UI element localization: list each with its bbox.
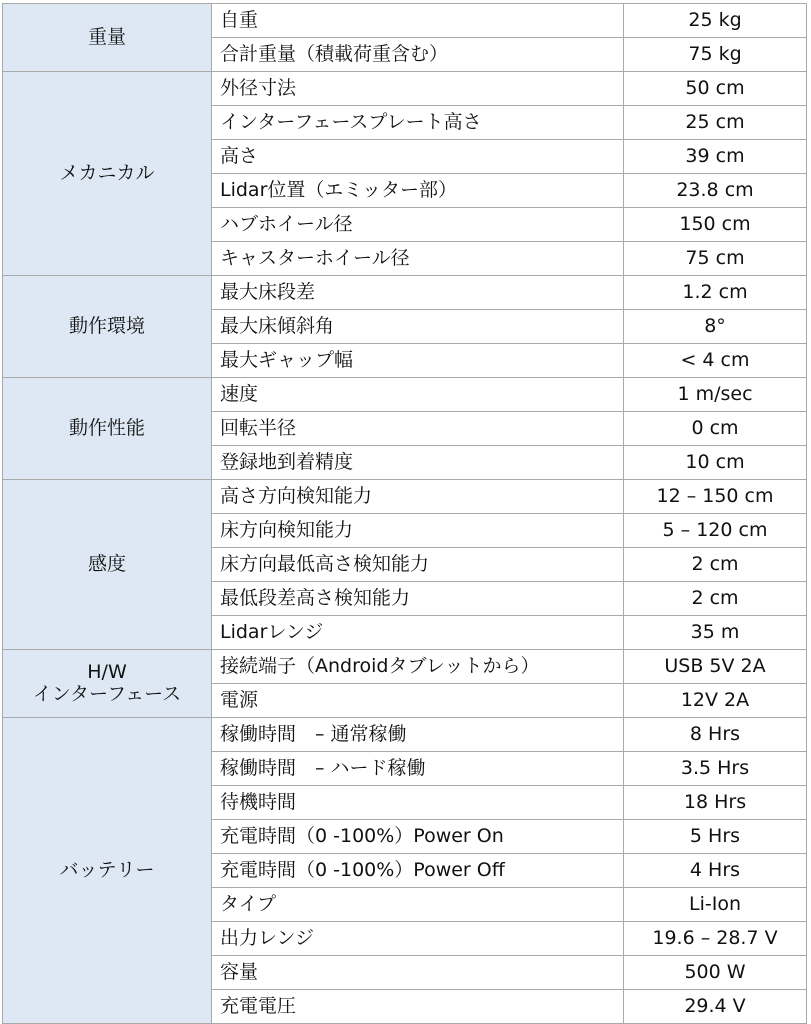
table-row: [3, 480, 807, 514]
spec-item-cell: 電源: [212, 684, 624, 718]
spec-value-cell: 12 – 150 cm: [624, 480, 807, 514]
spec-value-cell: 35 m: [624, 616, 807, 650]
spec-item-cell: Lidarレンジ: [212, 616, 624, 650]
spec-item-cell: 稼働時間 – 通常稼働: [212, 718, 624, 752]
table-row: [3, 4, 807, 38]
spec-value-cell: 50 cm: [624, 72, 807, 106]
spec-item-cell: インターフェースプレート高さ: [212, 106, 624, 140]
table-row: [3, 276, 807, 310]
category-label: バッテリー: [59, 858, 155, 881]
spec-value-cell: 8°: [624, 310, 807, 344]
spec-value-cell: 5 Hrs: [624, 820, 807, 854]
spec-item-cell: 合計重量（積載荷重含む）: [212, 38, 624, 72]
table-row: [3, 378, 807, 412]
spec-item-cell: 登録地到着精度: [212, 446, 624, 480]
spec-table: [2, 3, 807, 1024]
category-label: H/W: [87, 660, 127, 683]
spec-item-cell: ハブホイール径: [212, 208, 624, 242]
spec-item-cell: 充電時間（0 -100%）Power On: [212, 820, 624, 854]
spec-item-cell: 最大床段差: [212, 276, 624, 310]
spec-item-cell: 出力レンジ: [212, 922, 624, 956]
spec-item-cell: 高さ: [212, 140, 624, 174]
spec-value-cell: 1 m/sec: [624, 378, 807, 412]
spec-item-cell: 待機時間: [212, 786, 624, 820]
spec-value-cell: 3.5 Hrs: [624, 752, 807, 786]
spec-value-cell: 8 Hrs: [624, 718, 807, 752]
spec-item-cell: キャスターホイール径: [212, 242, 624, 276]
spec-item-cell: 充電時間（0 -100%）Power Off: [212, 854, 624, 888]
spec-value-cell: 29.4 V: [624, 990, 807, 1024]
category-cell: [3, 4, 212, 72]
spec-item-cell: タイプ: [212, 888, 624, 922]
spec-value-cell: 2 cm: [624, 548, 807, 582]
spec-value-cell: Li-Ion: [624, 888, 807, 922]
category-label: 感度: [87, 552, 126, 575]
spec-value-cell: 23.8 cm: [624, 174, 807, 208]
spec-value-cell: 25 cm: [624, 106, 807, 140]
category-cell: [3, 480, 212, 650]
spec-item-cell: 接続端子（Androidタブレットから）: [212, 650, 624, 684]
spec-value-cell: < 4 cm: [624, 344, 807, 378]
spec-item-cell: 床方向最低高さ検知能力: [212, 548, 624, 582]
category-cell: [3, 72, 212, 276]
spec-value-cell: 18 Hrs: [624, 786, 807, 820]
spec-item-cell: 充電電圧: [212, 990, 624, 1024]
spec-item-cell: 最大ギャップ幅: [212, 344, 624, 378]
spec-value-cell: 2 cm: [624, 582, 807, 616]
spec-value-cell: 5 – 120 cm: [624, 514, 807, 548]
spec-value-cell: 75 kg: [624, 38, 807, 72]
spec-item-cell: 容量: [212, 956, 624, 990]
category-cell: [3, 378, 212, 480]
spec-value-cell: 10 cm: [624, 446, 807, 480]
spec-value-cell: 1.2 cm: [624, 276, 807, 310]
spec-value-cell: 0 cm: [624, 412, 807, 446]
spec-item-cell: 外径寸法: [212, 72, 624, 106]
category-label: メカニカル: [59, 161, 155, 184]
spec-value-cell: 19.6 – 28.7 V: [624, 922, 807, 956]
category-cell: [3, 276, 212, 378]
spec-item-cell: 回転半径: [212, 412, 624, 446]
spec-value-cell: 12V 2A: [624, 684, 807, 718]
category-label: 動作環境: [68, 314, 145, 337]
spec-value-cell: 39 cm: [624, 140, 807, 174]
spec-item-cell: 自重: [212, 4, 624, 38]
category-label: インターフェース: [32, 682, 182, 705]
category-label: 重量: [87, 25, 126, 48]
spec-value-cell: 25 kg: [624, 4, 807, 38]
spec-value-cell: USB 5V 2A: [624, 650, 807, 684]
spec-item-cell: Lidar位置（エミッター部）: [212, 174, 624, 208]
spec-value-cell: 500 W: [624, 956, 807, 990]
spec-value-cell: 4 Hrs: [624, 854, 807, 888]
spec-item-cell: 稼働時間 – ハード稼働: [212, 752, 624, 786]
table-row: [3, 650, 807, 684]
spec-item-cell: 床方向検知能力: [212, 514, 624, 548]
spec-item-cell: 最低段差高さ検知能力: [212, 582, 624, 616]
spec-item-cell: 高さ方向検知能力: [212, 480, 624, 514]
spec-table-body: [3, 4, 807, 1024]
table-row: [3, 718, 807, 752]
category-cell: [3, 650, 212, 718]
spec-item-cell: 速度: [212, 378, 624, 412]
spec-value-cell: 150 cm: [624, 208, 807, 242]
category-label: 動作性能: [68, 416, 145, 439]
spec-value-cell: 75 cm: [624, 242, 807, 276]
table-row: [3, 72, 807, 106]
spec-item-cell: 最大床傾斜角: [212, 310, 624, 344]
category-cell: [3, 718, 212, 1024]
